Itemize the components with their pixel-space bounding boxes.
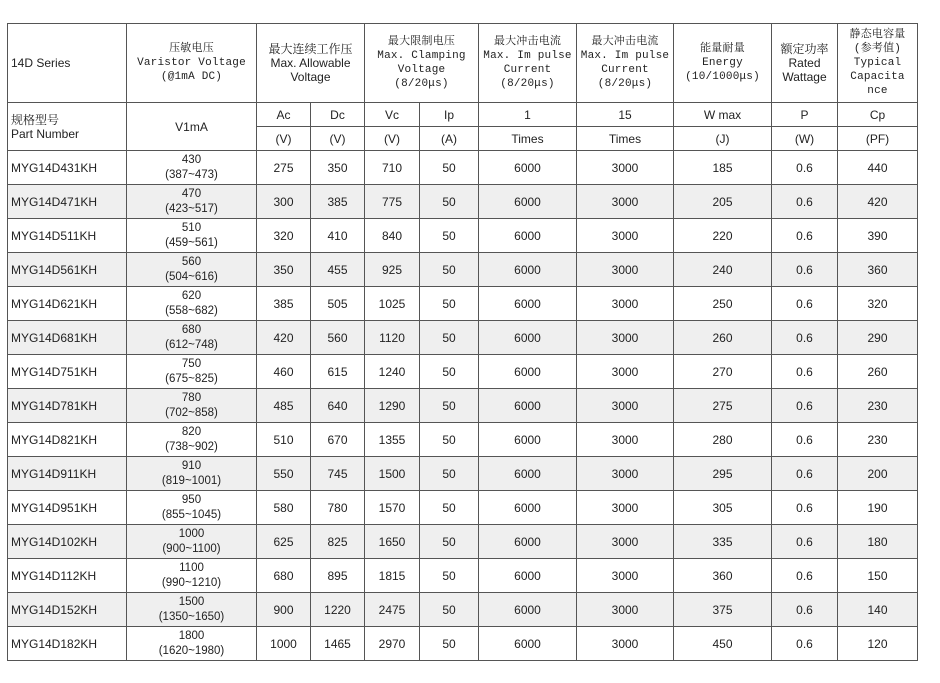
varistor-voltage-value: 950 bbox=[181, 493, 202, 506]
varistor-voltage-value: 560 bbox=[181, 255, 202, 268]
varistor-voltage-cell bbox=[127, 389, 257, 423]
part-number-cell: MYG14D911KH bbox=[8, 457, 127, 491]
varistor-voltage-cell bbox=[127, 185, 257, 219]
varistor-voltage-range: (558~682) bbox=[165, 304, 218, 317]
capacitance-header: 静态电容量 (参考值) Typical Capacita nce bbox=[838, 24, 918, 103]
vc-cell: 925 bbox=[365, 253, 420, 287]
ip-cell: 50 bbox=[420, 151, 479, 185]
times-1-cell: 6000 bbox=[479, 457, 577, 491]
energy-cell: 220 bbox=[674, 219, 772, 253]
dc-symbol: Dc bbox=[311, 103, 365, 127]
table-row bbox=[8, 253, 918, 287]
varistor-voltage-range: (423~517) bbox=[165, 202, 218, 215]
ip-cell: 50 bbox=[420, 491, 479, 525]
varistor-voltage-value: 620 bbox=[181, 289, 202, 302]
capacitance-cell: 360 bbox=[838, 253, 918, 287]
wattage-cell: 0.6 bbox=[772, 321, 838, 355]
dc-cell: 350 bbox=[311, 151, 365, 185]
times-15-cell: 3000 bbox=[577, 253, 674, 287]
part-number-cell: MYG14D681KH bbox=[8, 321, 127, 355]
varistor-voltage-cell bbox=[127, 593, 257, 627]
times-1-cell: 6000 bbox=[479, 219, 577, 253]
vc-cell: 1570 bbox=[365, 491, 420, 525]
times-15-cell: 3000 bbox=[577, 321, 674, 355]
capacitance-cell: 290 bbox=[838, 321, 918, 355]
capacitance-cell: 420 bbox=[838, 185, 918, 219]
varistor-voltage-range: (504~616) bbox=[165, 270, 218, 283]
ip-cell: 50 bbox=[420, 287, 479, 321]
vc-cell: 2970 bbox=[365, 627, 420, 661]
dc-cell: 1220 bbox=[311, 593, 365, 627]
ac-cell: 460 bbox=[257, 355, 311, 389]
times-15-cell: 3000 bbox=[577, 151, 674, 185]
varistor-voltage-cell bbox=[127, 287, 257, 321]
varistor-voltage-value: 1800 bbox=[178, 629, 205, 642]
dc-cell: 640 bbox=[311, 389, 365, 423]
vc-cell: 1815 bbox=[365, 559, 420, 593]
dc-cell: 410 bbox=[311, 219, 365, 253]
times-15-cell: 3000 bbox=[577, 559, 674, 593]
wattage-cell: 0.6 bbox=[772, 423, 838, 457]
capacitance-cell: 200 bbox=[838, 457, 918, 491]
varistor-voltage-cell bbox=[127, 253, 257, 287]
vc-cell: 775 bbox=[365, 185, 420, 219]
ac-cell: 300 bbox=[257, 185, 311, 219]
energy-cell: 240 bbox=[674, 253, 772, 287]
table-row bbox=[8, 627, 918, 661]
times-15-cell: 3000 bbox=[577, 627, 674, 661]
energy-cell: 335 bbox=[674, 525, 772, 559]
vc-cell: 2475 bbox=[365, 593, 420, 627]
table-row bbox=[8, 151, 918, 185]
wattage-cell: 0.6 bbox=[772, 151, 838, 185]
varistor-voltage-range: (1620~1980) bbox=[158, 644, 225, 657]
energy-cell: 250 bbox=[674, 287, 772, 321]
times-15-cell: 3000 bbox=[577, 593, 674, 627]
cp-unit: (PF) bbox=[838, 127, 918, 151]
vc-cell: 1650 bbox=[365, 525, 420, 559]
p-symbol: P bbox=[772, 103, 838, 127]
symbol-row bbox=[8, 103, 918, 127]
dc-cell: 560 bbox=[311, 321, 365, 355]
varistor-voltage-range: (675~825) bbox=[165, 372, 218, 385]
varistor-voltage-value: 820 bbox=[181, 425, 202, 438]
times-15-cell: 3000 bbox=[577, 457, 674, 491]
dc-cell: 780 bbox=[311, 491, 365, 525]
ac-cell: 1000 bbox=[257, 627, 311, 661]
part-number-cell: MYG14D751KH bbox=[8, 355, 127, 389]
vc-symbol: Vc bbox=[365, 103, 420, 127]
vc-cell: 1500 bbox=[365, 457, 420, 491]
varistor-voltage-cell bbox=[127, 457, 257, 491]
times-15-cell: 3000 bbox=[577, 525, 674, 559]
energy-header: 能量耐量 Energy (10/1000μs) bbox=[674, 24, 772, 103]
varistor-voltage-cell bbox=[127, 321, 257, 355]
part-number-cell: MYG14D102KH bbox=[8, 525, 127, 559]
ip-cell: 50 bbox=[420, 457, 479, 491]
table-row bbox=[8, 185, 918, 219]
ip-cell: 50 bbox=[420, 559, 479, 593]
wattage-cell: 0.6 bbox=[772, 389, 838, 423]
capacitance-cell: 150 bbox=[838, 559, 918, 593]
times-1-cell: 6000 bbox=[479, 423, 577, 457]
varistor-voltage-cell bbox=[127, 355, 257, 389]
wattage-cell: 0.6 bbox=[772, 287, 838, 321]
capacitance-cell: 180 bbox=[838, 525, 918, 559]
dc-cell: 385 bbox=[311, 185, 365, 219]
capacitance-cell: 120 bbox=[838, 627, 918, 661]
varistor-voltage-range: (990~1210) bbox=[161, 576, 222, 589]
energy-cell: 205 bbox=[674, 185, 772, 219]
ip-unit: (A) bbox=[420, 127, 479, 151]
data-rows bbox=[8, 151, 918, 661]
times-15-cell: 3000 bbox=[577, 287, 674, 321]
series-label: 14D Series bbox=[8, 24, 127, 103]
dc-cell: 670 bbox=[311, 423, 365, 457]
ip-cell: 50 bbox=[420, 253, 479, 287]
energy-cell: 280 bbox=[674, 423, 772, 457]
ac-cell: 680 bbox=[257, 559, 311, 593]
table-row bbox=[8, 321, 918, 355]
times-1-cell: 6000 bbox=[479, 151, 577, 185]
part-number-cell: MYG14D821KH bbox=[8, 423, 127, 457]
varistor-voltage-range: (855~1045) bbox=[161, 508, 222, 521]
table-row bbox=[8, 559, 918, 593]
part-number-header: 规格型号 Part Number bbox=[8, 103, 127, 151]
part-number-cell: MYG14D431KH bbox=[8, 151, 127, 185]
capacitance-cell: 190 bbox=[838, 491, 918, 525]
header-row bbox=[8, 24, 918, 103]
times-1-cell: 6000 bbox=[479, 491, 577, 525]
part-number-cell: MYG14D182KH bbox=[8, 627, 127, 661]
capacitance-cell: 230 bbox=[838, 389, 918, 423]
table-row bbox=[8, 219, 918, 253]
table-row bbox=[8, 389, 918, 423]
impulse-current-1-header: 最大冲击电流 Max. Im pulse Current (8/20μs) bbox=[479, 24, 577, 103]
wattage-cell: 0.6 bbox=[772, 491, 838, 525]
ip-cell: 50 bbox=[420, 389, 479, 423]
p-unit: (W) bbox=[772, 127, 838, 151]
dc-cell: 1465 bbox=[311, 627, 365, 661]
varistor-voltage-range: (738~902) bbox=[165, 440, 218, 453]
table-row bbox=[8, 287, 918, 321]
times-1-cell: 6000 bbox=[479, 389, 577, 423]
part-number-cell: MYG14D781KH bbox=[8, 389, 127, 423]
wattage-cell: 0.6 bbox=[772, 219, 838, 253]
table-row bbox=[8, 355, 918, 389]
wmax-unit: (J) bbox=[674, 127, 772, 151]
energy-cell: 270 bbox=[674, 355, 772, 389]
energy-cell: 375 bbox=[674, 593, 772, 627]
ip-symbol: Ip bbox=[420, 103, 479, 127]
energy-cell: 360 bbox=[674, 559, 772, 593]
energy-cell: 450 bbox=[674, 627, 772, 661]
wattage-cell: 0.6 bbox=[772, 627, 838, 661]
energy-cell: 295 bbox=[674, 457, 772, 491]
dc-cell: 615 bbox=[311, 355, 365, 389]
times-1-symbol: 1 bbox=[479, 103, 577, 127]
ac-cell: 320 bbox=[257, 219, 311, 253]
capacitance-cell: 440 bbox=[838, 151, 918, 185]
varistor-voltage-value: 430 bbox=[181, 153, 202, 166]
table-row bbox=[8, 525, 918, 559]
part-number-cell: MYG14D561KH bbox=[8, 253, 127, 287]
table-row bbox=[8, 593, 918, 627]
wattage-cell: 0.6 bbox=[772, 525, 838, 559]
varistor-spec-table bbox=[7, 23, 918, 661]
ac-cell: 510 bbox=[257, 423, 311, 457]
capacitance-cell: 260 bbox=[838, 355, 918, 389]
dc-cell: 895 bbox=[311, 559, 365, 593]
varistor-voltage-header: 压敏电压 Varistor Voltage (@1mA DC) bbox=[127, 24, 257, 103]
times-15-unit: Times bbox=[577, 127, 674, 151]
ip-cell: 50 bbox=[420, 593, 479, 627]
ac-cell: 485 bbox=[257, 389, 311, 423]
capacitance-cell: 230 bbox=[838, 423, 918, 457]
ip-cell: 50 bbox=[420, 185, 479, 219]
ip-cell: 50 bbox=[420, 321, 479, 355]
times-15-cell: 3000 bbox=[577, 423, 674, 457]
varistor-voltage-value: 1500 bbox=[178, 595, 205, 608]
ac-symbol: Ac bbox=[257, 103, 311, 127]
capacitance-cell: 390 bbox=[838, 219, 918, 253]
dc-cell: 455 bbox=[311, 253, 365, 287]
vc-unit: (V) bbox=[365, 127, 420, 151]
impulse-current-15-header: 最大冲击电流 Max. Im pulse Current (8/20μs) bbox=[577, 24, 674, 103]
part-number-cell: MYG14D621KH bbox=[8, 287, 127, 321]
part-number-cell: MYG14D511KH bbox=[8, 219, 127, 253]
ac-cell: 900 bbox=[257, 593, 311, 627]
varistor-voltage-value: 750 bbox=[181, 357, 202, 370]
dc-cell: 825 bbox=[311, 525, 365, 559]
wattage-cell: 0.6 bbox=[772, 355, 838, 389]
wattage-cell: 0.6 bbox=[772, 559, 838, 593]
varistor-voltage-cell bbox=[127, 151, 257, 185]
ip-cell: 50 bbox=[420, 219, 479, 253]
energy-cell: 275 bbox=[674, 389, 772, 423]
capacitance-cell: 320 bbox=[838, 287, 918, 321]
wattage-cell: 0.6 bbox=[772, 185, 838, 219]
varistor-voltage-range: (387~473) bbox=[165, 168, 218, 181]
wattage-cell: 0.6 bbox=[772, 457, 838, 491]
times-1-cell: 6000 bbox=[479, 525, 577, 559]
vc-cell: 840 bbox=[365, 219, 420, 253]
rated-wattage-header: 额定功率 Rated Wattage bbox=[772, 24, 838, 103]
varistor-voltage-value: 910 bbox=[181, 459, 202, 472]
ac-cell: 385 bbox=[257, 287, 311, 321]
times-1-cell: 6000 bbox=[479, 287, 577, 321]
ac-cell: 625 bbox=[257, 525, 311, 559]
times-15-symbol: 15 bbox=[577, 103, 674, 127]
part-number-cell: MYG14D471KH bbox=[8, 185, 127, 219]
v1ma-header: V1mA bbox=[127, 103, 257, 151]
times-15-cell: 3000 bbox=[577, 491, 674, 525]
ac-cell: 350 bbox=[257, 253, 311, 287]
times-15-cell: 3000 bbox=[577, 185, 674, 219]
varistor-voltage-value: 1000 bbox=[178, 527, 205, 540]
times-15-cell: 3000 bbox=[577, 389, 674, 423]
ac-cell: 550 bbox=[257, 457, 311, 491]
varistor-voltage-cell bbox=[127, 525, 257, 559]
varistor-voltage-value: 510 bbox=[181, 221, 202, 234]
vc-cell: 1355 bbox=[365, 423, 420, 457]
capacitance-cell: 140 bbox=[838, 593, 918, 627]
wmax-symbol: W max bbox=[674, 103, 772, 127]
times-1-cell: 6000 bbox=[479, 559, 577, 593]
varistor-voltage-range: (612~748) bbox=[165, 338, 218, 351]
energy-cell: 185 bbox=[674, 151, 772, 185]
ip-cell: 50 bbox=[420, 423, 479, 457]
wattage-cell: 0.6 bbox=[772, 593, 838, 627]
times-1-cell: 6000 bbox=[479, 321, 577, 355]
times-15-cell: 3000 bbox=[577, 219, 674, 253]
table-row bbox=[8, 457, 918, 491]
wattage-cell: 0.6 bbox=[772, 253, 838, 287]
vc-cell: 1240 bbox=[365, 355, 420, 389]
times-1-cell: 6000 bbox=[479, 593, 577, 627]
vc-cell: 1025 bbox=[365, 287, 420, 321]
table-row bbox=[8, 491, 918, 525]
ac-unit: (V) bbox=[257, 127, 311, 151]
dc-cell: 505 bbox=[311, 287, 365, 321]
varistor-voltage-value: 470 bbox=[181, 187, 202, 200]
times-1-unit: Times bbox=[479, 127, 577, 151]
varistor-voltage-cell bbox=[127, 627, 257, 661]
vc-cell: 1120 bbox=[365, 321, 420, 355]
ac-cell: 580 bbox=[257, 491, 311, 525]
part-number-cell: MYG14D152KH bbox=[8, 593, 127, 627]
energy-cell: 305 bbox=[674, 491, 772, 525]
dc-unit: (V) bbox=[311, 127, 365, 151]
varistor-voltage-value: 680 bbox=[181, 323, 202, 336]
max-allowable-voltage-header: 最大连续工作压 Max. Allowable Voltage bbox=[257, 24, 365, 103]
times-15-cell: 3000 bbox=[577, 355, 674, 389]
ip-cell: 50 bbox=[420, 525, 479, 559]
ac-cell: 275 bbox=[257, 151, 311, 185]
varistor-voltage-range: (900~1100) bbox=[162, 542, 221, 555]
varistor-voltage-range: (1350~1650) bbox=[158, 610, 225, 623]
times-1-cell: 6000 bbox=[479, 185, 577, 219]
ip-cell: 50 bbox=[420, 627, 479, 661]
varistor-voltage-cell bbox=[127, 423, 257, 457]
times-1-cell: 6000 bbox=[479, 355, 577, 389]
times-1-cell: 6000 bbox=[479, 253, 577, 287]
ac-cell: 420 bbox=[257, 321, 311, 355]
vc-cell: 1290 bbox=[365, 389, 420, 423]
clamping-voltage-header: 最大限制电压 Max. Clamping Voltage (8/20μs) bbox=[365, 24, 479, 103]
cp-symbol: Cp bbox=[838, 103, 918, 127]
vc-cell: 710 bbox=[365, 151, 420, 185]
varistor-voltage-range: (702~858) bbox=[165, 406, 218, 419]
varistor-voltage-range: (819~1001) bbox=[161, 474, 222, 487]
varistor-voltage-cell bbox=[127, 491, 257, 525]
part-number-cell: MYG14D951KH bbox=[8, 491, 127, 525]
varistor-voltage-value: 780 bbox=[181, 391, 202, 404]
varistor-voltage-range: (459~561) bbox=[165, 236, 218, 249]
varistor-voltage-value: 1100 bbox=[179, 561, 204, 574]
part-number-cell: MYG14D112KH bbox=[8, 559, 127, 593]
table-row bbox=[8, 423, 918, 457]
energy-cell: 260 bbox=[674, 321, 772, 355]
times-1-cell: 6000 bbox=[479, 627, 577, 661]
varistor-voltage-cell bbox=[127, 219, 257, 253]
ip-cell: 50 bbox=[420, 355, 479, 389]
varistor-voltage-cell bbox=[127, 559, 257, 593]
dc-cell: 745 bbox=[311, 457, 365, 491]
